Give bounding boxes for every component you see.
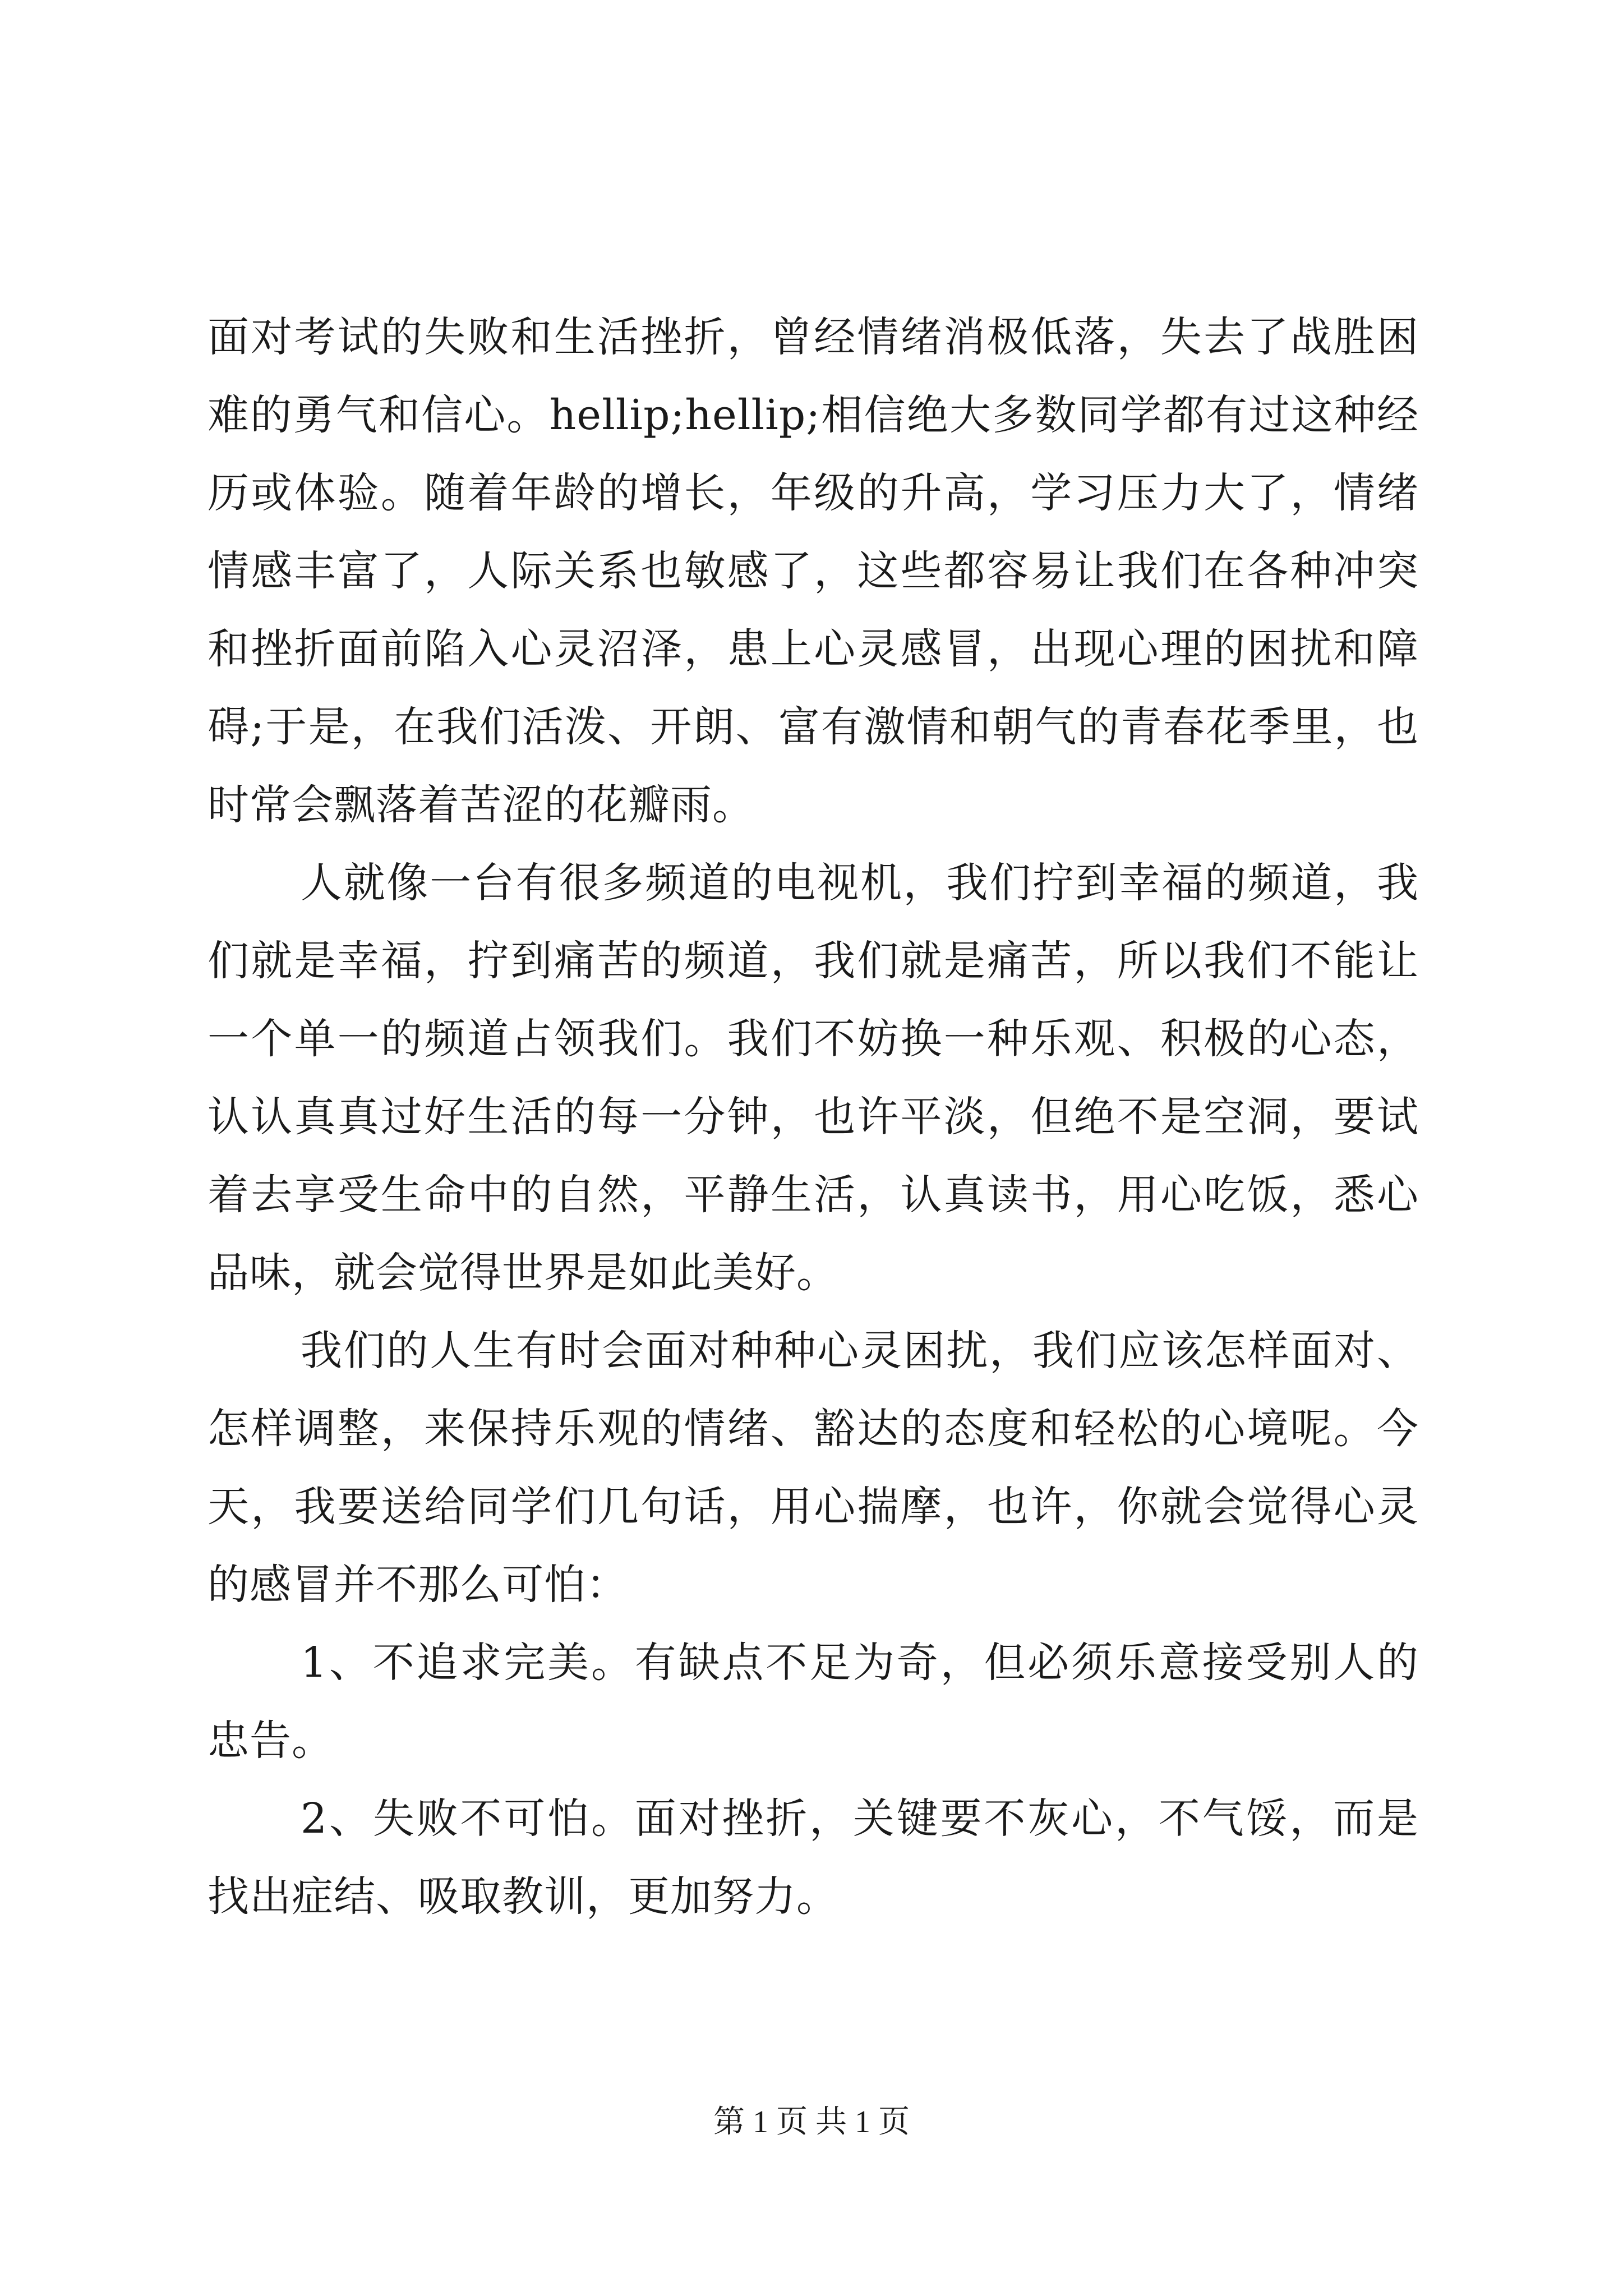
document-body bbox=[208, 298, 1419, 1936]
page-footer: 第 1 页 共 1 页 bbox=[713, 2105, 910, 2139]
paragraph-2: 人就像一台有很多频道的电视机，我们拧到幸福的频道，我们就是幸福，拧到痛苦的频道，我们就是痛苦，所以我们不能让一个单一的频道占领我们。我们不妨换一种乐观、积极的心态，认认真真过好生活的每一分钟，也许平淡，但绝不是空洞，要试着去享受生命中的自然，平静生活，认真读书，用心吃饭，悉心品味，就会觉得世界是如此美好。 bbox=[208, 859, 1419, 1297]
paragraph-1: 面对考试的失败和生活挫折，曾经情绪消极低落，失去了战胜困难的勇气和信心。hellip;hellip;相信绝大多数同学都有过这种经历或体验。随着年龄的增长，年级的升高，学习压力大了，情绪情感丰富了，人际关系也敏感了，这些都容易让我们在各种冲突和挫折面前陷入心灵沼泽，患上心灵感冒，出现心理的困扰和障碍;于是，在我们活泼、开朗、富有激情和朝气的青春花季里，也时常会飘落着苦涩的花瓣雨。 bbox=[208, 313, 1419, 829]
paragraph-4: 1、不追求完美。有缺点不足为奇，但必须乐意接受别人的忠告。 bbox=[208, 1639, 1419, 1765]
paragraph-3: 我们的人生有时会面对种种心灵困扰，我们应该怎样面对、怎样调整，来保持乐观的情绪、豁达的态度和轻松的心境呢。今天，我要送给同学们几句话，用心揣摩，也许，你就会觉得心灵的感冒并不那么可怕： bbox=[208, 1327, 1419, 1609]
paragraph-5: 2、失败不可怕。面对挫折，关键要不灰心，不气馁，而是找出症结、吸取教训，更加努力。 bbox=[208, 1795, 1419, 1921]
